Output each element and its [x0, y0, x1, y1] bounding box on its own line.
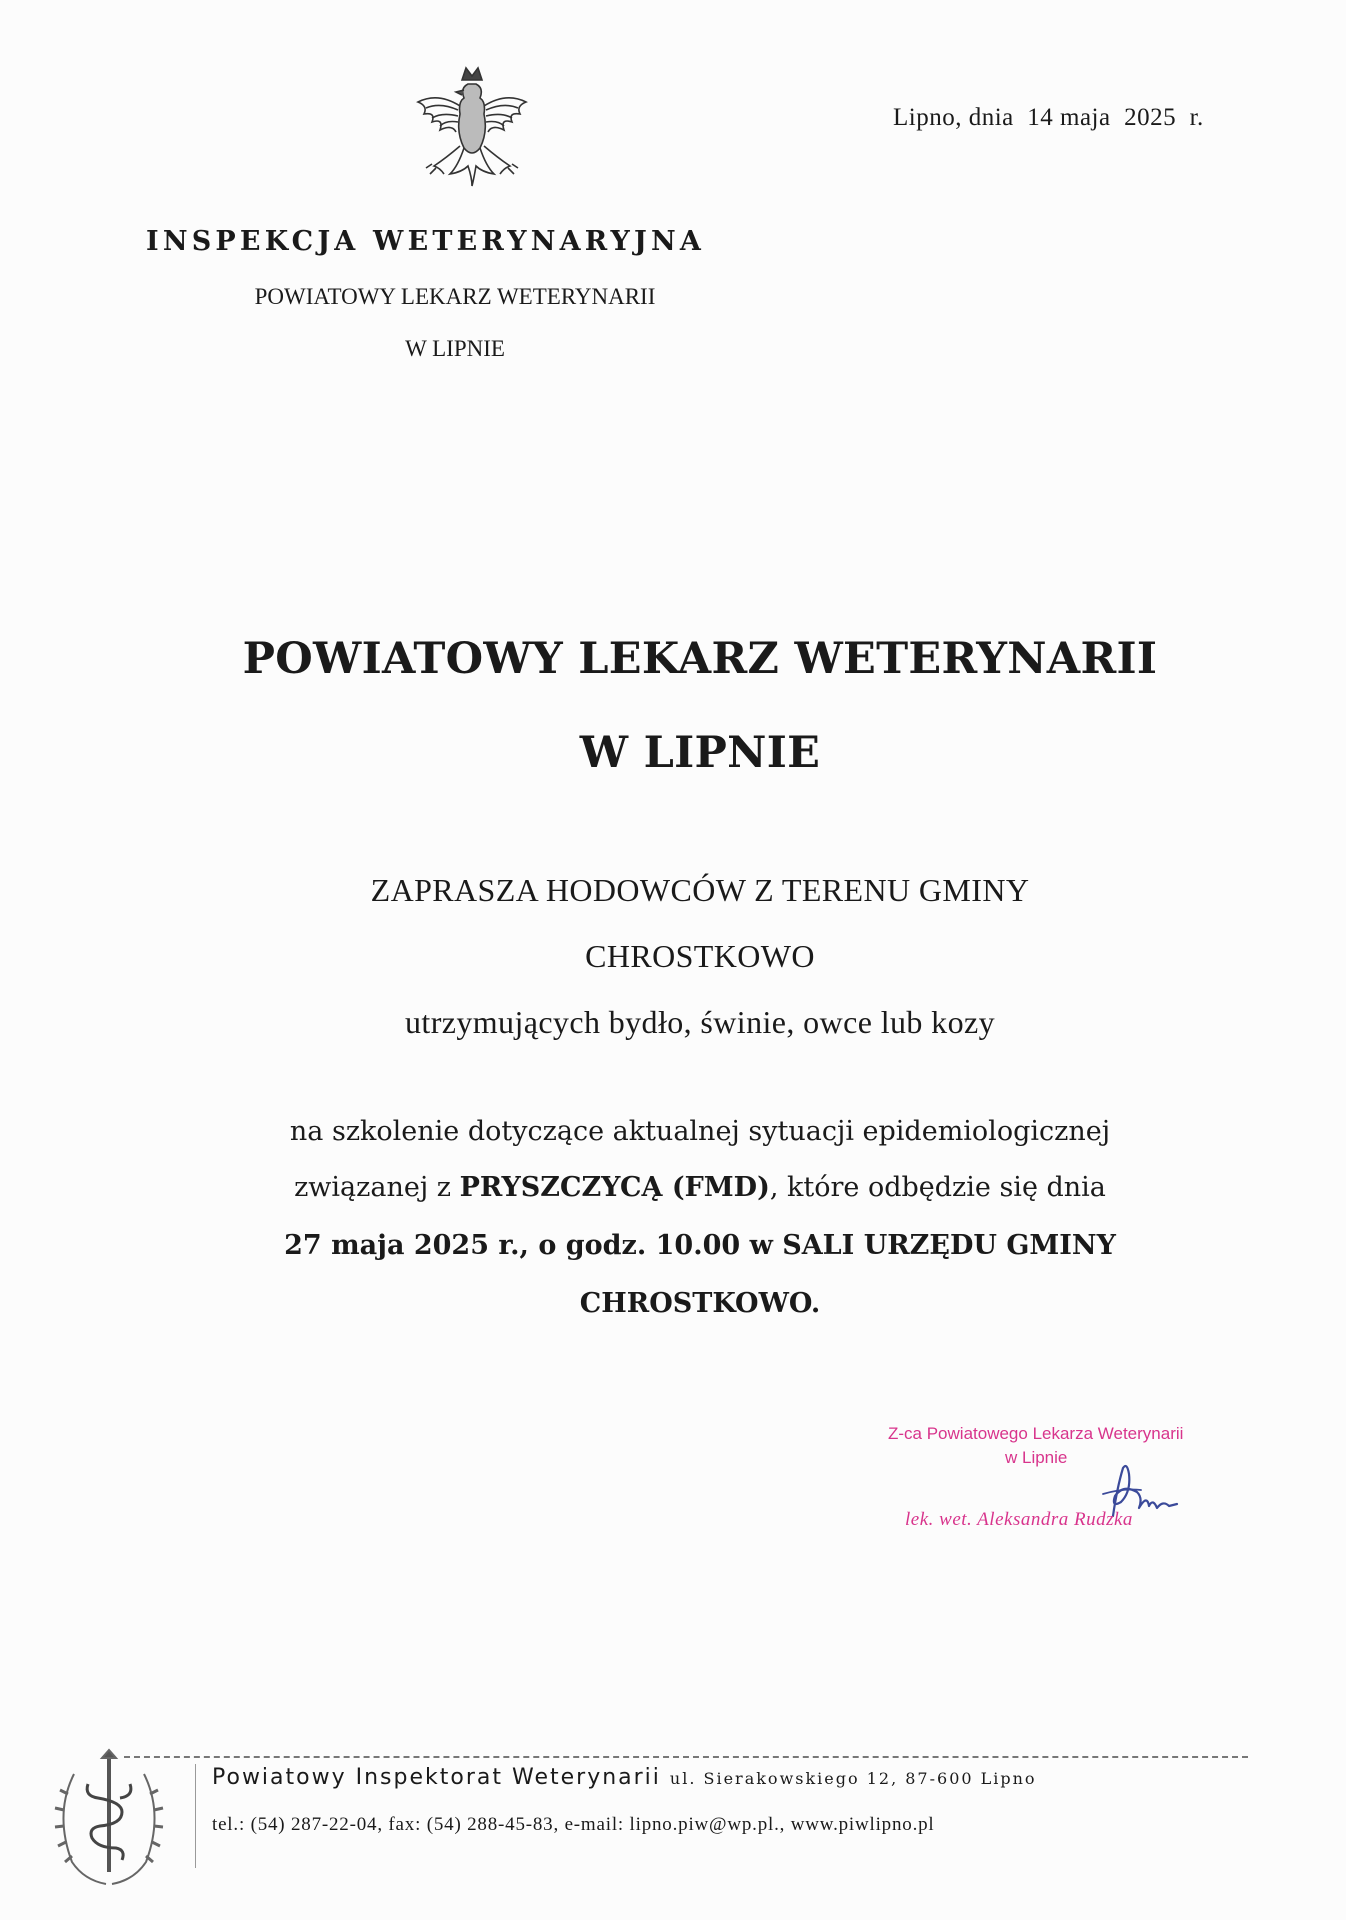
institution-location: W LIPNIE	[405, 336, 505, 361]
eagle-emblem-icon	[398, 62, 546, 202]
announcement-title: POWIATOWY LEKARZ WETERYNARII	[242, 634, 1158, 684]
training-date-place: 27 maja 2025 r., o godz. 10.00 w SALI URZĘDU GMINY	[284, 1230, 1116, 1261]
footer-contact: tel.: (54) 287-22-04, fax: (54) 288-45-83, e-mail: lipno.piw@wp.pl., www.piwlipno.pl	[212, 1814, 935, 1835]
disease-name: PRYSZCZYCĄ (FMD)	[459, 1172, 770, 1203]
caduceus-logo-icon	[44, 1744, 174, 1894]
invitation-gmina: CHROSTKOWO	[585, 938, 815, 974]
training-disease-line	[0, 1172, 1346, 1203]
institution-name: INSPEKCJA WETERYNARYJNA	[146, 226, 706, 257]
stamp-title: Z-ca Powiatowego Lekarza Weterynarii	[888, 1424, 1184, 1443]
invitation-line: ZAPRASZA HODOWCÓW Z TERENU GMINY	[370, 872, 1030, 908]
announcement-title-location: W LIPNIE	[579, 728, 821, 778]
institution-subtitle: POWIATOWY LEKARZ WETERYNARII	[254, 284, 656, 309]
invitation-livestock: utrzymujących bydło, świnie, owce lub kozy	[405, 1004, 995, 1040]
document-date: Lipno, dnia 14 maja 2025 r.	[893, 104, 1204, 131]
footer-address: ul. Sierakowskiego 12, 87-600 Lipno	[669, 1769, 1037, 1788]
footer-separator	[195, 1764, 196, 1868]
training-topic: na szkolenie dotyczące aktualnej sytuacji epidemiologicznej	[289, 1116, 1111, 1147]
disease-prefix: związanej z	[294, 1172, 460, 1203]
training-venue: CHROSTKOWO.	[579, 1288, 821, 1319]
footer-divider	[124, 1756, 1248, 1758]
disease-suffix: , które odbędzie się dnia	[769, 1172, 1106, 1203]
footer-org-name: Powiatowy Inspektorat Weterynarii	[212, 1765, 661, 1790]
stamp-location: w Lipnie	[1005, 1448, 1068, 1467]
footer-org-line	[212, 1765, 1037, 1790]
stamp-signatory-name: lek. wet. Aleksandra Rudzka	[905, 1509, 1133, 1530]
